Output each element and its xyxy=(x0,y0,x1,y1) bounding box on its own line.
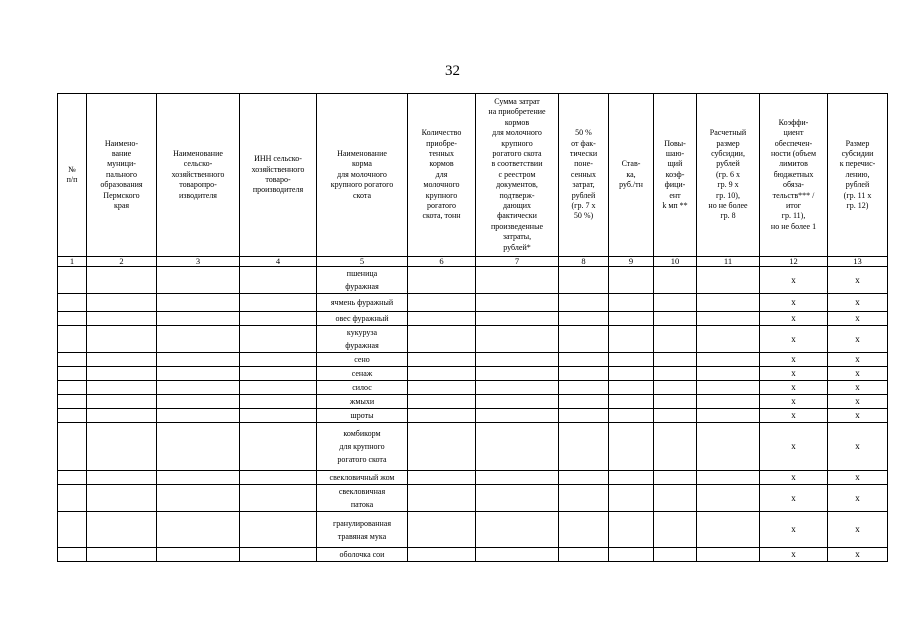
column-number-row xyxy=(58,257,888,267)
subsidy-amount-cell: х xyxy=(828,395,888,409)
empty-cell xyxy=(654,471,697,485)
empty-cell xyxy=(609,367,654,381)
subsidy-calculation-table xyxy=(57,93,888,562)
feed-name-cell: свекловичная патока xyxy=(317,485,408,512)
empty-cell xyxy=(609,423,654,471)
subsidy-amount-cell: х xyxy=(828,367,888,381)
feed-name-cell: оболочка сои xyxy=(317,548,408,562)
column-number-4: 4 xyxy=(240,257,317,267)
column-header-3: Наименование сельско- хозяйственного товаропро- изводителя xyxy=(157,94,240,257)
empty-cell xyxy=(408,267,476,294)
column-header-7: Сумма затрат на приобретение кормов для молочного крупного рогатого скота в соответствии с реестром документов, подтверж- дающих фактически произведенные затраты, рублей* xyxy=(476,94,559,257)
empty-cell xyxy=(476,548,559,562)
empty-cell xyxy=(609,485,654,512)
column-header-11: Расчетный размер субсидии, рублей (гр. 6 х гр. 9 х гр. 10), но не более гр. 8 xyxy=(697,94,760,257)
empty-cell xyxy=(476,353,559,367)
empty-cell xyxy=(476,471,559,485)
empty-cell xyxy=(58,353,87,367)
empty-cell xyxy=(697,485,760,512)
empty-cell xyxy=(408,294,476,312)
empty-cell xyxy=(697,367,760,381)
empty-cell xyxy=(654,409,697,423)
column-number-9: 9 xyxy=(609,257,654,267)
empty-cell xyxy=(609,381,654,395)
empty-cell xyxy=(408,395,476,409)
empty-cell xyxy=(697,312,760,326)
empty-cell xyxy=(87,512,157,548)
feed-name-cell: комбикорм для крупного рогатого скота xyxy=(317,423,408,471)
empty-cell xyxy=(408,381,476,395)
subsidy-amount-cell: х xyxy=(828,326,888,353)
empty-cell xyxy=(559,471,609,485)
empty-cell xyxy=(157,312,240,326)
empty-cell xyxy=(408,409,476,423)
coefficient-cell: х xyxy=(760,353,828,367)
table-row xyxy=(58,353,888,367)
feed-name-cell: свекловичный жом xyxy=(317,471,408,485)
column-header-5: Наименование корма для молочного крупного рогатого скота xyxy=(317,94,408,257)
column-header-1: № п/п xyxy=(58,94,87,257)
empty-cell xyxy=(157,294,240,312)
empty-cell xyxy=(157,423,240,471)
column-number-6: 6 xyxy=(408,257,476,267)
feed-name-cell: силос xyxy=(317,381,408,395)
empty-cell xyxy=(408,367,476,381)
empty-cell xyxy=(240,353,317,367)
empty-cell xyxy=(697,326,760,353)
coefficient-cell: х xyxy=(760,485,828,512)
feed-name-cell: кукуруза фуражная xyxy=(317,326,408,353)
empty-cell xyxy=(408,326,476,353)
empty-cell xyxy=(58,395,87,409)
empty-cell xyxy=(476,367,559,381)
empty-cell xyxy=(240,423,317,471)
column-number-12: 12 xyxy=(760,257,828,267)
empty-cell xyxy=(654,367,697,381)
empty-cell xyxy=(654,294,697,312)
subsidy-amount-cell: х xyxy=(828,409,888,423)
empty-cell xyxy=(697,512,760,548)
empty-cell xyxy=(157,512,240,548)
table-row xyxy=(58,548,888,562)
empty-cell xyxy=(609,471,654,485)
empty-cell xyxy=(654,512,697,548)
coefficient-cell: х xyxy=(760,367,828,381)
table-row xyxy=(58,326,888,353)
empty-cell xyxy=(609,512,654,548)
empty-cell xyxy=(476,395,559,409)
empty-cell xyxy=(697,353,760,367)
coefficient-cell: х xyxy=(760,512,828,548)
table-row xyxy=(58,471,888,485)
empty-cell xyxy=(157,353,240,367)
empty-cell xyxy=(654,423,697,471)
coefficient-cell: х xyxy=(760,294,828,312)
subsidy-amount-cell: х xyxy=(828,381,888,395)
empty-cell xyxy=(157,409,240,423)
column-header-10: Повы- шаю- щий коэф- фици- ент k мп ** xyxy=(654,94,697,257)
empty-cell xyxy=(87,409,157,423)
column-number-11: 11 xyxy=(697,257,760,267)
empty-cell xyxy=(559,294,609,312)
empty-cell xyxy=(240,312,317,326)
empty-cell xyxy=(697,423,760,471)
empty-cell xyxy=(58,294,87,312)
empty-cell xyxy=(476,485,559,512)
column-number-2: 2 xyxy=(87,257,157,267)
empty-cell xyxy=(559,423,609,471)
empty-cell xyxy=(559,381,609,395)
column-header-13: Размер субсидии к перечис- лению, рублей (гр. 11 х гр. 12) xyxy=(828,94,888,257)
column-number-3: 3 xyxy=(157,257,240,267)
subsidy-amount-cell: х xyxy=(828,312,888,326)
coefficient-cell: х xyxy=(760,548,828,562)
feed-name-cell: гранулированная травяная мука xyxy=(317,512,408,548)
empty-cell xyxy=(58,312,87,326)
empty-cell xyxy=(654,326,697,353)
column-header-8: 50 % от фак- тически поне- сенных затрат, рублей (гр. 7 х 50 %) xyxy=(559,94,609,257)
empty-cell xyxy=(559,326,609,353)
feed-name-cell: ячмень фуражный xyxy=(317,294,408,312)
column-header-4: ИНН сельско- хозяйственного товаро- производителя xyxy=(240,94,317,257)
empty-cell xyxy=(240,512,317,548)
table-body xyxy=(58,267,888,562)
feed-name-cell: сенаж xyxy=(317,367,408,381)
empty-cell xyxy=(408,312,476,326)
empty-cell xyxy=(87,471,157,485)
empty-cell xyxy=(240,381,317,395)
empty-cell xyxy=(408,423,476,471)
empty-cell xyxy=(654,267,697,294)
column-number-1: 1 xyxy=(58,257,87,267)
empty-cell xyxy=(559,548,609,562)
column-header-2: Наимено- вание муници- пального образования Пермского края xyxy=(87,94,157,257)
table-row xyxy=(58,381,888,395)
empty-cell xyxy=(476,409,559,423)
empty-cell xyxy=(58,548,87,562)
empty-cell xyxy=(654,395,697,409)
empty-cell xyxy=(58,423,87,471)
empty-cell xyxy=(87,485,157,512)
empty-cell xyxy=(58,381,87,395)
empty-cell xyxy=(58,512,87,548)
empty-cell xyxy=(408,471,476,485)
coefficient-cell: х xyxy=(760,395,828,409)
empty-cell xyxy=(87,381,157,395)
empty-cell xyxy=(240,267,317,294)
empty-cell xyxy=(240,548,317,562)
empty-cell xyxy=(408,485,476,512)
empty-cell xyxy=(87,294,157,312)
empty-cell xyxy=(609,353,654,367)
subsidy-amount-cell: х xyxy=(828,353,888,367)
empty-cell xyxy=(157,471,240,485)
page-number: 32 xyxy=(445,63,460,79)
empty-cell xyxy=(559,512,609,548)
subsidy-amount-cell: х xyxy=(828,548,888,562)
subsidy-amount-cell: х xyxy=(828,423,888,471)
coefficient-cell: х xyxy=(760,267,828,294)
column-number-5: 5 xyxy=(317,257,408,267)
empty-cell xyxy=(240,485,317,512)
empty-cell xyxy=(559,409,609,423)
empty-cell xyxy=(559,353,609,367)
empty-cell xyxy=(240,409,317,423)
empty-cell xyxy=(240,326,317,353)
empty-cell xyxy=(697,267,760,294)
table-row xyxy=(58,367,888,381)
column-number-8: 8 xyxy=(559,257,609,267)
empty-cell xyxy=(654,353,697,367)
coefficient-cell: х xyxy=(760,381,828,395)
table-row xyxy=(58,312,888,326)
table-row xyxy=(58,423,888,471)
empty-cell xyxy=(87,367,157,381)
table-row xyxy=(58,294,888,312)
empty-cell xyxy=(58,471,87,485)
empty-cell xyxy=(408,353,476,367)
empty-cell xyxy=(609,294,654,312)
feed-name-cell: жмыхи xyxy=(317,395,408,409)
empty-cell xyxy=(697,381,760,395)
empty-cell xyxy=(476,326,559,353)
empty-cell xyxy=(697,395,760,409)
table-row xyxy=(58,512,888,548)
coefficient-cell: х xyxy=(760,312,828,326)
empty-cell xyxy=(609,395,654,409)
empty-cell xyxy=(654,312,697,326)
empty-cell xyxy=(559,395,609,409)
empty-cell xyxy=(58,367,87,381)
empty-cell xyxy=(609,267,654,294)
empty-cell xyxy=(157,267,240,294)
empty-cell xyxy=(87,326,157,353)
empty-cell xyxy=(58,267,87,294)
empty-cell xyxy=(408,512,476,548)
coefficient-cell: х xyxy=(760,326,828,353)
empty-cell xyxy=(654,485,697,512)
empty-cell xyxy=(654,548,697,562)
empty-cell xyxy=(697,409,760,423)
empty-cell xyxy=(559,367,609,381)
column-header-12: Коэффи- циент обеспечен- ности (объем лимитов бюджетных обяза- тельств*** / итог гр. 11), но не более 1 xyxy=(760,94,828,257)
empty-cell xyxy=(157,367,240,381)
empty-cell xyxy=(87,548,157,562)
subsidy-amount-cell: х xyxy=(828,512,888,548)
column-number-13: 13 xyxy=(828,257,888,267)
empty-cell xyxy=(87,312,157,326)
empty-cell xyxy=(240,395,317,409)
table-row xyxy=(58,485,888,512)
empty-cell xyxy=(157,548,240,562)
empty-cell xyxy=(559,485,609,512)
empty-cell xyxy=(87,423,157,471)
empty-cell xyxy=(240,471,317,485)
empty-cell xyxy=(58,485,87,512)
empty-cell xyxy=(697,294,760,312)
subsidy-amount-cell: х xyxy=(828,471,888,485)
empty-cell xyxy=(609,326,654,353)
column-header-6: Количество приобре- тенных кормов для молочного крупного рогатого скота, тонн xyxy=(408,94,476,257)
column-number-10: 10 xyxy=(654,257,697,267)
empty-cell xyxy=(697,471,760,485)
empty-cell xyxy=(58,326,87,353)
empty-cell xyxy=(87,267,157,294)
feed-name-cell: пшеница фуражная xyxy=(317,267,408,294)
empty-cell xyxy=(476,294,559,312)
empty-cell xyxy=(157,381,240,395)
empty-cell xyxy=(157,485,240,512)
empty-cell xyxy=(157,395,240,409)
empty-cell xyxy=(87,353,157,367)
column-number-7: 7 xyxy=(476,257,559,267)
empty-cell xyxy=(476,312,559,326)
empty-cell xyxy=(476,267,559,294)
empty-cell xyxy=(87,395,157,409)
empty-cell xyxy=(58,409,87,423)
empty-cell xyxy=(157,326,240,353)
subsidy-amount-cell: х xyxy=(828,294,888,312)
empty-cell xyxy=(476,381,559,395)
empty-cell xyxy=(697,548,760,562)
feed-name-cell: шроты xyxy=(317,409,408,423)
empty-cell xyxy=(609,548,654,562)
coefficient-cell: х xyxy=(760,423,828,471)
coefficient-cell: х xyxy=(760,409,828,423)
empty-cell xyxy=(408,548,476,562)
empty-cell xyxy=(609,312,654,326)
coefficient-cell: х xyxy=(760,471,828,485)
empty-cell xyxy=(609,409,654,423)
table-header-row xyxy=(58,94,888,257)
empty-cell xyxy=(240,367,317,381)
feed-name-cell: овес фуражный xyxy=(317,312,408,326)
empty-cell xyxy=(559,312,609,326)
table-row xyxy=(58,267,888,294)
empty-cell xyxy=(559,267,609,294)
table-row xyxy=(58,409,888,423)
empty-cell xyxy=(654,381,697,395)
feed-name-cell: сено xyxy=(317,353,408,367)
subsidy-amount-cell: х xyxy=(828,267,888,294)
subsidy-amount-cell: х xyxy=(828,485,888,512)
empty-cell xyxy=(476,423,559,471)
table-row xyxy=(58,395,888,409)
column-header-9: Став- ка, руб./тн xyxy=(609,94,654,257)
empty-cell xyxy=(476,512,559,548)
empty-cell xyxy=(240,294,317,312)
